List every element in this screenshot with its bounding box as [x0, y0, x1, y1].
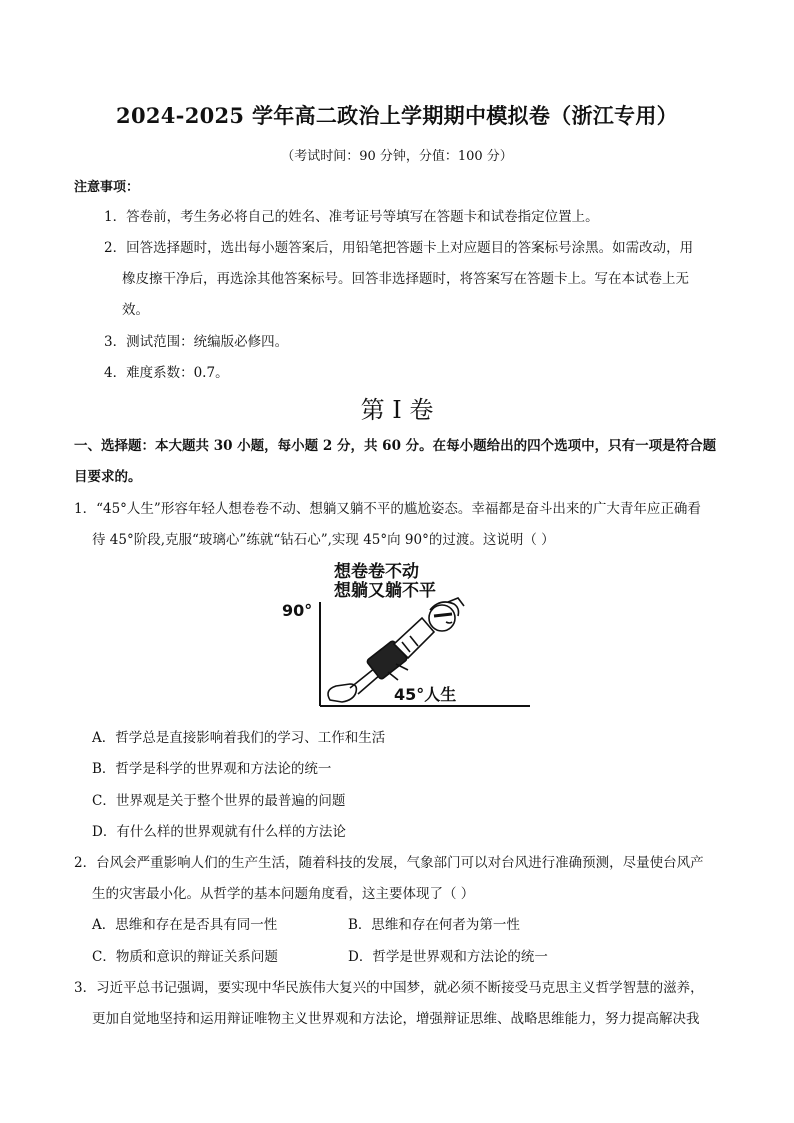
question-figure: [276, 560, 532, 712]
question-text: 习近平总书记强调，要实现中华民族伟大复兴的中国梦，就必须不断接受马克思主义哲学智慧的滋养，: [96, 980, 704, 996]
exam-info: （考试时间：90 分钟，分值：100 分）: [281, 149, 513, 164]
option-c[interactable]: C．物质和意识的辩证关系问题: [92, 949, 278, 965]
note-text: 答卷前，考生务必将自己的姓名、准考证号等填写在答题卡和试卷指定位置上。: [126, 209, 599, 225]
note-number: 4．: [104, 365, 127, 381]
note-text: 测试范围：统编版必修四。: [126, 334, 289, 350]
section-title: 第 I 卷: [360, 396, 434, 424]
figure-angle-label: 45°人生: [394, 685, 457, 704]
notes-heading: 注意事项：: [74, 180, 140, 195]
question-1: [74, 497, 701, 517]
question-number: 1．: [74, 501, 97, 517]
question-text: 更加自觉地坚持和运用辩证唯物主义世界观和方法论，增强辩证思维、战略思维能力，努力提高解决我: [92, 1011, 700, 1027]
question-text: 待 45°阶段,克服“玻璃心”练就“钻石心”,实现 45°向 90°的过渡。这说明（ ）: [92, 532, 555, 548]
note-number: 2．: [104, 240, 127, 256]
option-b[interactable]: B．思维和存在何者为第一性: [348, 917, 520, 933]
section-instruction: 一、选择题：本大题共 30 小题，每小题 2 分，共 60 分。在每小题给出的四个选项中，只有一项是符合题: [74, 438, 717, 454]
option-b[interactable]: B．哲学是科学的世界观和方法论的统一: [92, 761, 332, 777]
question-3: [74, 976, 704, 996]
option-d[interactable]: D．有什么样的世界观就有什么样的方法论: [92, 824, 346, 840]
note-item-2: [104, 236, 693, 256]
figure-y-label: 90°: [282, 601, 313, 620]
question-text: 台风会严重影响人们的生产生活，随着科技的发展，气象部门可以对台风进行准确预测，尽量使台风产: [96, 855, 704, 871]
option-c[interactable]: C．世界观是关于整个世界的最普遍的问题: [92, 793, 346, 809]
option-a[interactable]: A．思维和存在是否具有同一性: [92, 917, 278, 933]
question-number: 2．: [74, 855, 97, 871]
question-text: 生的灾害最小化。从哲学的基本问题角度看，这主要体现了（ ）: [92, 886, 475, 902]
note-item-3: [104, 330, 288, 350]
note-text: 橡皮擦干净后，再选涂其他答案标号。回答非选择题时，将答案写在答题卡上。写在本试卷上无: [122, 271, 689, 287]
section-instruction: 目要求的。: [74, 469, 142, 485]
option-a[interactable]: A．哲学总是直接影响着我们的学习、工作和生活: [92, 730, 386, 746]
question-2: [74, 851, 704, 871]
note-text: 难度系数：0.7。: [126, 365, 229, 381]
note-number: 1．: [104, 209, 127, 225]
figure-caption-2: 想躺又躺不平: [334, 581, 436, 601]
option-d[interactable]: D．哲学是世界观和方法论的统一: [348, 949, 548, 965]
note-text: 效。: [122, 302, 149, 318]
note-text: 回答选择题时，选出每小题答案后，用铅笔把答题卡上对应题目的答案标号涂黑。如需改动，用: [126, 240, 694, 256]
figure-caption-1: 想卷卷不动: [334, 562, 419, 582]
page-title: 2024-2025 学年高二政治上学期期中模拟卷（浙江专用）: [116, 103, 678, 128]
note-item-4: [104, 361, 229, 381]
question-text: “45°人生”形容年轻人想卷卷不动、想躺又躺不平的尴尬姿态。幸福都是奋斗出来的广大青年应正确看: [96, 501, 701, 517]
question-number: 3．: [74, 980, 97, 996]
note-number: 3．: [104, 334, 127, 350]
note-item-1: [104, 205, 599, 225]
